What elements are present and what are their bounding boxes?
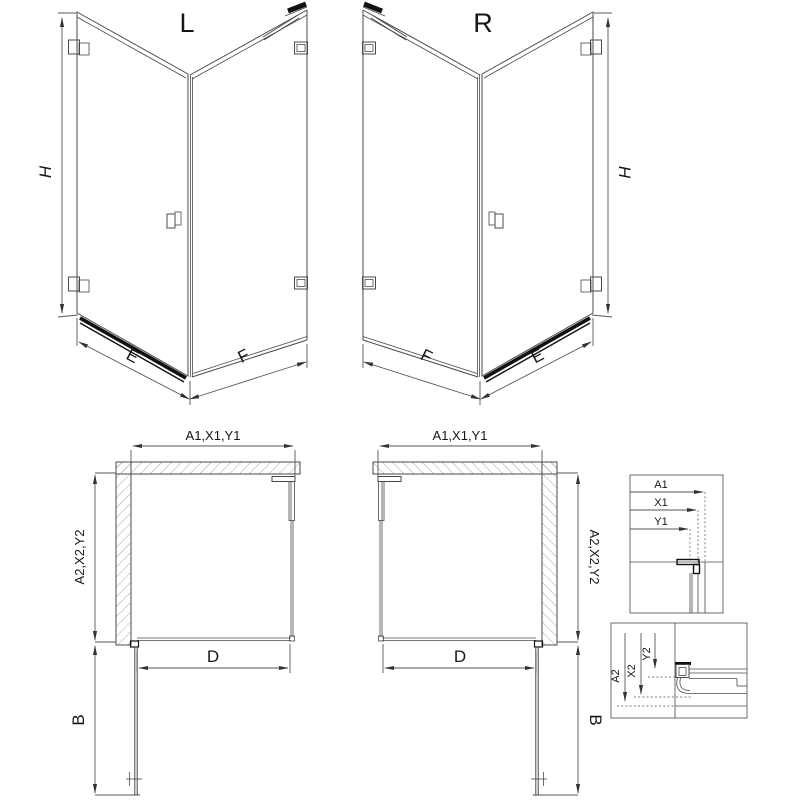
wall-top <box>116 462 300 474</box>
detail-label-Y2: Y2 <box>641 647 653 661</box>
detail-label-A2: A2 <box>610 669 622 683</box>
dim-label-B-left: B <box>69 714 88 726</box>
dim-label-D-right: D <box>453 647 467 666</box>
isometric-view-right-labels <box>418 8 634 367</box>
variant-label-R: R <box>473 8 493 38</box>
dim-label-E-right: E <box>528 345 547 368</box>
fixed-panel <box>190 10 307 377</box>
dim-label-H-left: H <box>36 165 55 179</box>
wall-profile-section <box>630 560 723 614</box>
threshold-line-plan <box>137 638 291 641</box>
bottom-profile-section <box>675 664 747 707</box>
door-panel <box>77 12 188 376</box>
detail-label-X1: X1 <box>654 497 668 509</box>
dim-label-D-left: D <box>206 647 220 666</box>
dim-label-A1-left: A1,X1,Y1 <box>185 428 241 443</box>
corner-edge <box>191 75 193 377</box>
fixed-panel-plan <box>272 477 295 642</box>
isometric-view-left-labels <box>36 8 252 367</box>
door-glass-edge <box>77 17 186 78</box>
dim-label-F-left: F <box>234 345 253 367</box>
detail-width-dims <box>630 475 723 613</box>
hinge-bottom <box>69 277 90 292</box>
dim-door-swing <box>95 646 133 795</box>
hinge-top <box>69 40 90 55</box>
wall-clamp-top <box>295 42 308 54</box>
wall-clamp-bottom <box>295 277 308 289</box>
detail-label-X2: X2 <box>626 664 638 678</box>
isometric-view-right-geometry <box>363 4 613 405</box>
plan-view-right-geometry <box>373 446 578 795</box>
dim-label-A2-left: A2,X2,Y2 <box>72 529 87 585</box>
dim-label-E-left: E <box>123 345 142 368</box>
isometric-view-left-geometry <box>58 4 308 405</box>
dim-label-B-right: B <box>586 714 605 726</box>
dim-label-A2-right: A2,X2,Y2 <box>587 529 602 585</box>
variant-label-L: L <box>179 8 195 38</box>
open-door-plan <box>126 641 142 795</box>
dim-label-F-right: F <box>417 345 436 367</box>
door-handle <box>167 212 181 228</box>
tray-edge-curve <box>677 678 747 694</box>
dim-label-A1-right: A1,X1,Y1 <box>432 428 488 443</box>
detail-label-A1: A1 <box>654 479 668 491</box>
dim-label-H-right: H <box>615 165 634 179</box>
dim-height <box>58 13 78 317</box>
wall-side <box>116 462 131 645</box>
dim-side-depth <box>95 473 116 642</box>
detail-label-Y1: Y1 <box>654 516 668 528</box>
plan-view-left-geometry <box>95 446 300 795</box>
detail-height-dims <box>610 623 747 718</box>
